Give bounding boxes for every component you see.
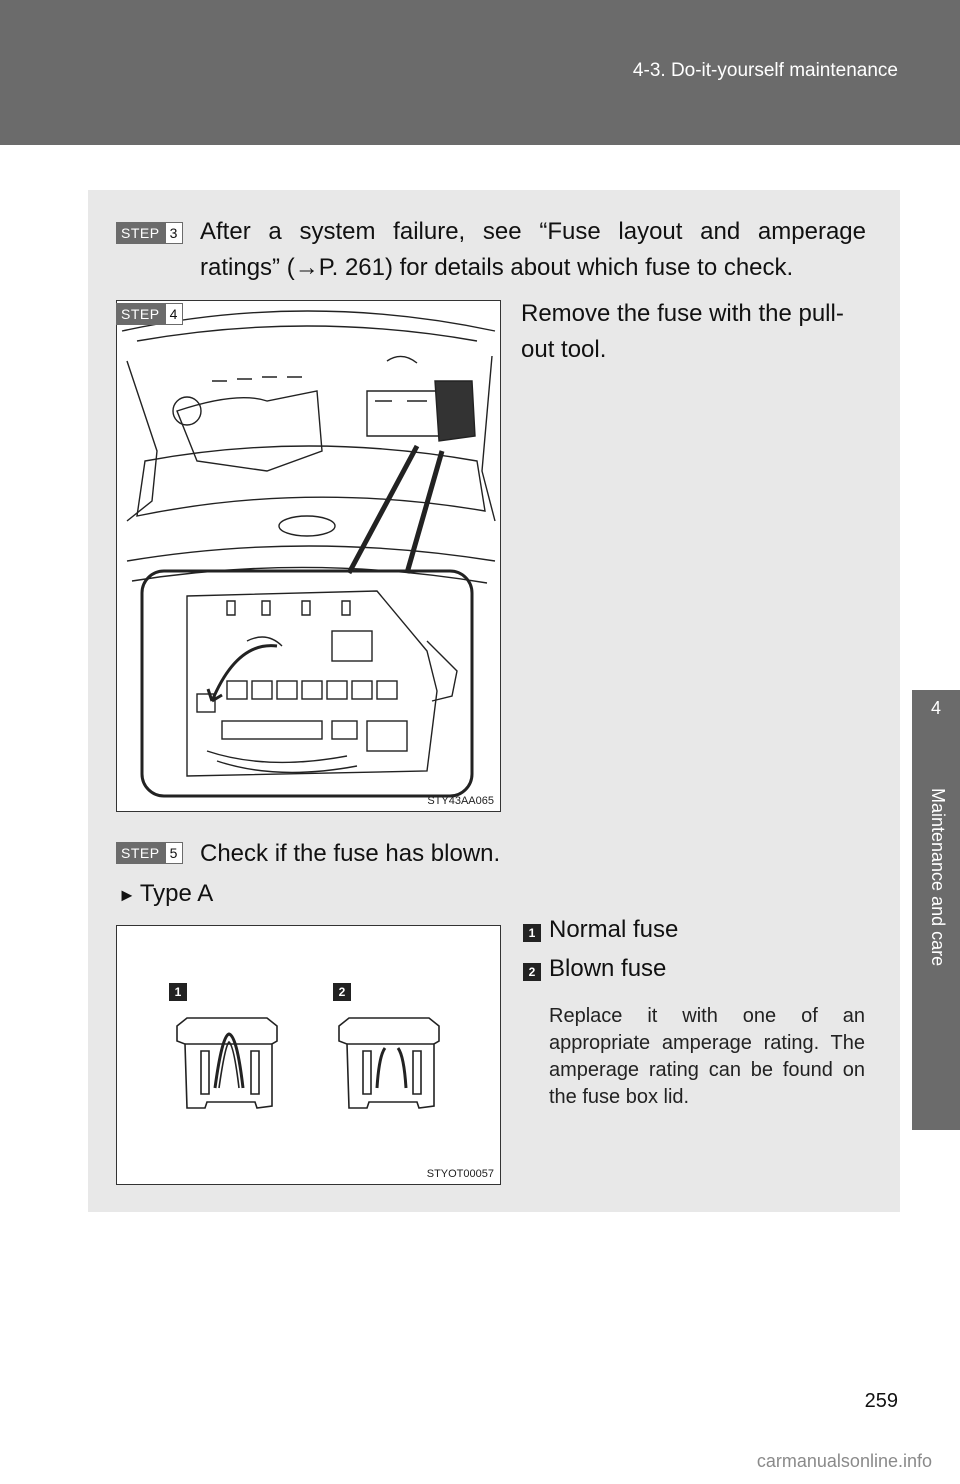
replace-note: Replace it with one of an appropriate amperage rating. The amperage rating can be found on the fuse box lid. [549, 1005, 865, 1108]
engine-bay-illustration [117, 301, 500, 811]
step5-text: Check if the fuse has blown. [200, 840, 501, 867]
page-header [0, 0, 960, 145]
step4-badge-label: STEP [116, 303, 165, 325]
fuse-illustration [117, 926, 500, 1184]
fuse-2-badge: 2 [333, 983, 351, 1001]
type-label: Type A [139, 880, 214, 907]
step3-badge [116, 222, 183, 244]
fuse-1-badge: 1 [169, 983, 187, 1001]
step5-badge-label: STEP [116, 842, 165, 864]
legend-badge-1: 1 [523, 924, 541, 942]
step3-line2: ratings” (→P. 261) for details about which fuse to check. [200, 254, 794, 281]
content-panel [88, 190, 900, 1212]
engine-fuse-box-figure [116, 300, 501, 812]
step5-badge [116, 842, 183, 864]
step3-line1: After a system failure, see “Fuse layout and amperage [200, 218, 866, 245]
chapter-title: Maintenance and care [928, 788, 948, 967]
step5-badge-number: 5 [165, 842, 183, 864]
page-number: 259 [864, 1390, 898, 1412]
step4-figure-code: STY43AA065 [427, 795, 494, 807]
watermark: carmanualsonline.info [756, 1451, 932, 1471]
step5-figure-code: STYOT00057 [426, 1168, 494, 1180]
chapter-title-wrap [924, 788, 948, 1088]
step4-badge [116, 303, 183, 325]
step4-line2: out tool. [521, 336, 607, 363]
section-title: 4-3. Do-it-yourself maintenance [632, 60, 898, 81]
legend-label-1: Normal fuse [549, 916, 679, 943]
type-a-row [118, 876, 213, 913]
step3-badge-number: 3 [165, 222, 183, 244]
step4-line1: Remove the fuse with the pull- [521, 300, 844, 327]
legend-label-2: Blown fuse [549, 955, 667, 982]
step3-badge-label: STEP [116, 222, 165, 244]
fuse-figure [116, 925, 501, 1185]
legend-badge-2: 2 [523, 963, 541, 981]
step4-badge-number: 4 [165, 303, 183, 325]
type-marker-icon: ► [118, 885, 136, 905]
chapter-number: 4 [930, 698, 941, 718]
chapter-tab [912, 690, 960, 1130]
